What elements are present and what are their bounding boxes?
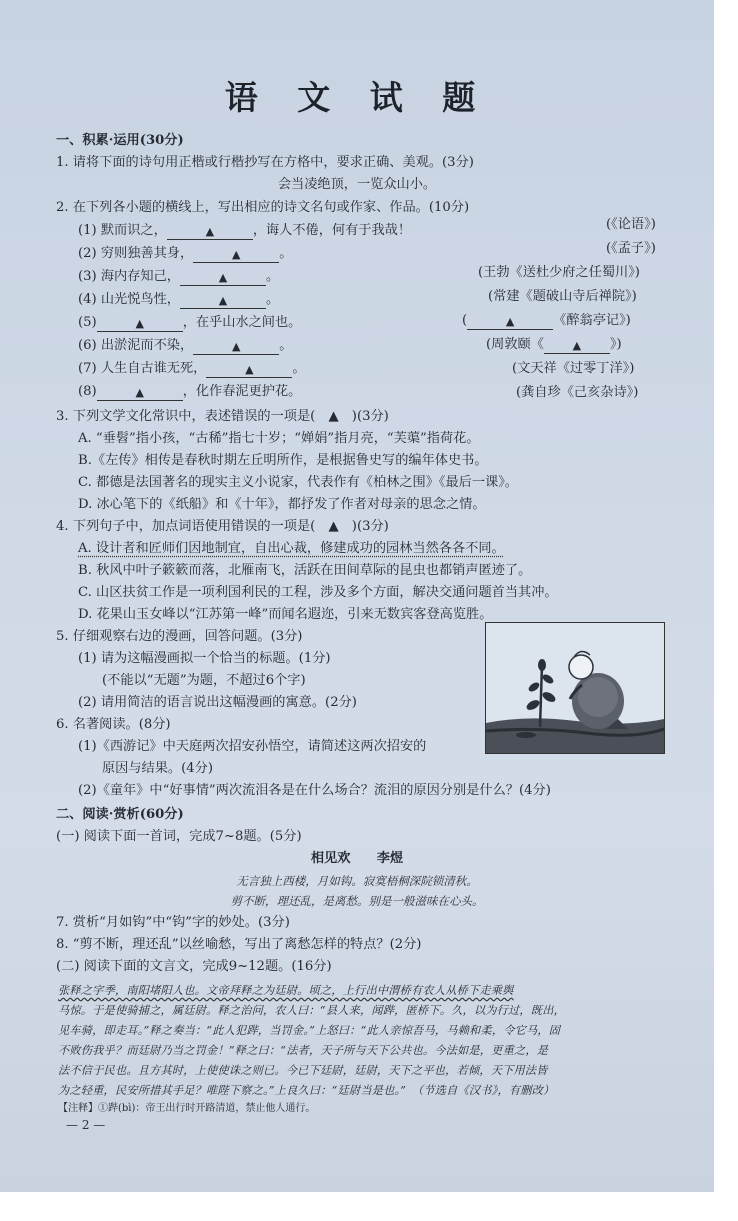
poem-line-1: 无言独上西楼，月如钩。寂寞梧桐深院锁清秋。 (236, 874, 478, 888)
q2-source-3: (王勃《送杜少府之任蜀川》) (478, 265, 640, 280)
q5-sub-1: (1) 请为这幅漫画拟一个恰当的标题。(1分) (78, 651, 331, 666)
q2-source-5: ( ▲ 《醉翁亭记》) (462, 313, 631, 328)
answer-blank[interactable]: ▲ (544, 339, 610, 354)
q2-item-7: (7) 人生自古谁无死， ▲ 。 (78, 361, 306, 376)
question-3: 3. 下列文学文化常识中，表述错误的一项是( ▲ )(3分) (56, 409, 389, 424)
q3-option-d: D. 冰心笔下的《纸船》和《十年》，都抒发了作者对母亲的思念之情。 (78, 497, 486, 512)
passage-2-intro: (二) 阅读下面的文言文，完成9~12题。(16分) (56, 959, 332, 974)
answer-blank[interactable]: ▲ (467, 315, 553, 330)
q2-item-6: (6) 出淤泥而不染， ▲ 。 (78, 338, 293, 353)
q3-option-c: C. 都德是法国著名的现实主义小说家，代表作有《柏林之围》《最后一课》。 (78, 475, 518, 490)
q6-sub-1-cont: 原因与结果。(4分) (102, 761, 213, 776)
q4-option-a: A. 设计者和匠师们因地制宜，自出心裁，修建成功的园林当然各各不同。 (78, 541, 505, 556)
page-title: 语 文 试 题 (224, 78, 490, 117)
section-1-heading: 一、积累·运用(30分) (56, 133, 184, 148)
q4-option-d: D. 花果山玉女峰以“江苏第一峰”而闻名遐迩，引来无数宾客登高览胜。 (78, 607, 493, 622)
q2-source-2: (《孟子》) (606, 241, 656, 256)
cartoon-image (485, 622, 665, 754)
answer-blank[interactable]: ▲ (180, 294, 266, 309)
q2-item-8: (8) ▲ ，化作春泥更护花。 (78, 384, 302, 399)
q4-option-c: C. 山区扶贫工作是一项利国利民的工程，涉及多个方面，解决交通问题首当其冲。 (78, 585, 558, 600)
q2-item-5: (5) ▲ ，在乎山水之间也。 (78, 315, 302, 330)
q2-item-1: (1) 默而识之， ▲ ，诲人不倦，何有于我哉！ (78, 223, 412, 238)
passage-line-3: 见车骑，即走耳。”释之奏当：“此人犯跸，当罚金。”上怒曰：“此人亲惊吾马，马赖和柔，令它马，固 (58, 1024, 561, 1037)
q2-source-1: (《论语》) (606, 217, 656, 232)
passage-line-4: 不败伤我乎？而廷尉乃当之罚金！”释之曰：“法者，天子所与天下公共也。今法如是，更重之，是 (58, 1044, 549, 1057)
q3-option-b: B.《左传》相传是春秋时期左丘明所作，是根据鲁史写的编年体史书。 (78, 453, 488, 468)
question-8: 8. “剪不断，理还乱”以丝喻愁，写出了离愁怎样的特点？(2分) (56, 937, 422, 952)
q2-source-8: (龚自珍《己亥杂诗》) (516, 385, 639, 400)
answer-blank[interactable]: ▲ (97, 386, 183, 401)
poem-line-2: 剪不断，理还乱，是离愁。别是一般滋味在心头。 (230, 894, 484, 908)
question-6: 6. 名著阅读。(8分) (56, 717, 171, 732)
answer-blank[interactable]: ▲ (193, 248, 279, 263)
answer-blank[interactable]: ▲ (193, 340, 279, 355)
question-2: 2. 在下列各小题的横线上，写出相应的诗文名句或作家、作品。(10分) (56, 200, 470, 215)
q2-source-7: (文天祥《过零丁洋》) (512, 361, 635, 376)
answer-blank[interactable]: ▲ (206, 363, 292, 378)
q2-item-4: (4) 山光悦鸟性， ▲ 。 (78, 292, 280, 307)
passage-line-2: 马惊。于是使骑捕之，属廷尉。释之治问，农人曰：“县人来，闻跸，匿桥下。久，以为行过，既出， (58, 1004, 565, 1017)
q3-option-a: A. “垂髫”指小孩，“古稀”指七十岁；“婵娟”指月亮，“芙蕖”指荷花。 (78, 431, 480, 446)
q2-item-3: (3) 海内存知己， ▲ 。 (78, 269, 280, 284)
question-4: 4. 下列句子中，加点词语使用错误的一项是( ▲ )(3分) (56, 519, 389, 534)
passage-line-1: 张释之字季，南阳堵阳人也。文帝拜释之为廷尉。顷之，上行出中渭桥有农人从桥下走乘舆 (58, 984, 514, 997)
answer-blank[interactable]: ▲ (167, 225, 253, 240)
answer-blank[interactable]: ▲ (180, 271, 266, 286)
cartoon-drawing (486, 623, 664, 753)
q6-sub-1: (1)《西游记》中天庭两次招安孙悟空，请简述这两次招安的 (78, 739, 427, 754)
q5-sub-2: (2) 请用简洁的语言说出这幅漫画的寓意。(2分) (78, 695, 357, 710)
q2-item-2: (2) 穷则独善其身， ▲ 。 (78, 246, 293, 261)
section-2-heading: 二、阅读·赏析(60分) (56, 807, 184, 822)
page-number: — 2 — (66, 1118, 106, 1132)
q5-sub-1-note: (不能以“无题”为题，不超过6个字) (102, 673, 306, 688)
question-1-verse: 会当凌绝顶，一览众山小。 (277, 177, 437, 192)
passage-1-intro: (一) 阅读下面一首词，完成7~8题。(5分) (56, 829, 302, 844)
q4-option-b: B. 秋风中叶子簌簌而落，北雁南飞，活跃在田间草际的昆虫也都销声匿迹了。 (78, 563, 532, 578)
question-5: 5. 仔细观察右边的漫画，回答问题。(3分) (56, 629, 303, 644)
passage-line-5: 法不信于民也。且方其时，上使使诛之则已。今已下廷尉，廷尉，天下之平也，若倾，天下用法皆 (58, 1064, 548, 1077)
question-7: 7. 赏析“月如钩”中“钩”字的妙处。(3分) (56, 915, 290, 930)
answer-blank[interactable]: ▲ (97, 317, 183, 332)
question-1: 1. 请将下面的诗句用正楷或行楷抄写在方格中，要求正确、美观。(3分) (56, 155, 474, 170)
passage-line-6: 为之轻重，民安所措其手足？唯陛下察之。”上良久曰：“廷尉当是也。” （节选自《汉书》，有删改） (58, 1084, 555, 1097)
q6-sub-2: (2)《童年》中“好事情”两次流泪各是在什么场合？流泪的原因分别是什么？(4分) (78, 783, 551, 798)
q2-source-4: (常建《题破山寺后禅院》) (488, 289, 637, 304)
footnote: 【注释】①跸(bì)：帝王出行时开路清道，禁止他人通行。 (58, 1103, 316, 1114)
poem-title: 相见欢 李煜 (310, 851, 404, 866)
q2-source-6: (周敦颐《 ▲ 》) (486, 337, 622, 352)
